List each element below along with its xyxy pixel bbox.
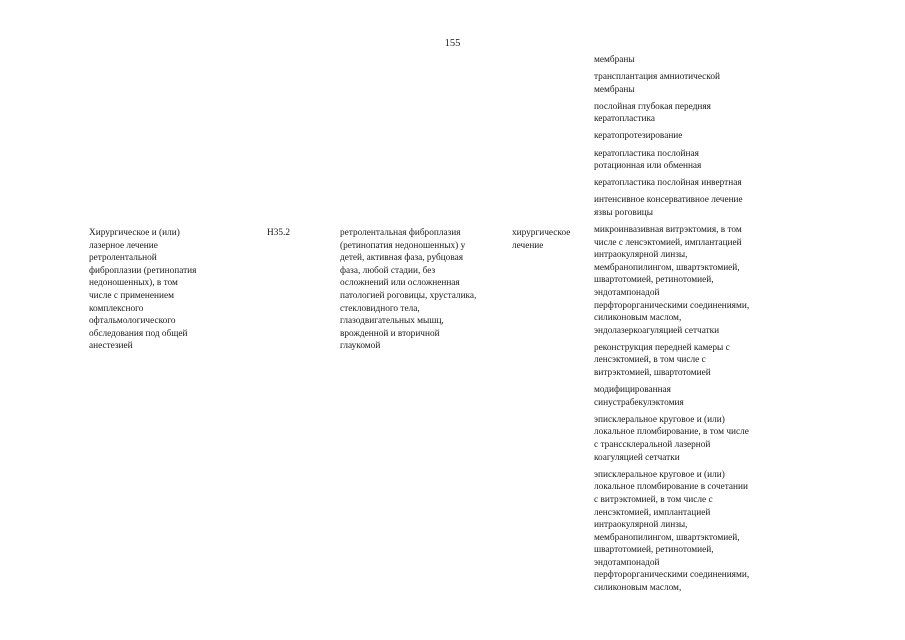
treatment-method-item: кератопластика послойная инвертная xyxy=(594,178,742,189)
treatment-method-item: мембраны xyxy=(594,55,635,65)
treatment-method-item: реконструкция передней камеры с ленсэктомией, в том числе с витрэктомией, швартотомией xyxy=(594,342,730,379)
treatment-method-item: эписклеральное круговое и (или) локальное пломбирование, в том числе с транссклеральной лазерной коагуляцией сетчатки xyxy=(594,414,749,463)
page-number: 155 xyxy=(444,38,461,49)
diagnosis-code-cell: H35.2 xyxy=(267,228,290,238)
treatment-methods-column xyxy=(594,54,794,599)
treatment-method-item: трансплантация амниотической мембраны xyxy=(594,72,720,95)
treatment-method-item: кератопластика послойная ротационная или обменная xyxy=(594,148,702,172)
treatment-method-item: кератопротезирование xyxy=(594,131,683,142)
condition-cell: Хирургическое и (или) лазерное лечение ретролентальной фиброплазии (ретинопатия недоношенных), в том числе с применением комплексного офтальмологического обследования под общей анестезией xyxy=(89,228,197,352)
treatment-method-item: эписклеральное круговое и (или) локальное пломбирование в сочетании с витрэктомией, в том числе с ленсэктомией, имплантацией интраокулярной линзы, мембранопилингом, швартэктомией, швартотомией, ретинотомией, эндотампонадой перфторорганическими соединениями, силиконовым маслом, xyxy=(594,469,750,594)
treatment-type-cell: хирургическое лечение xyxy=(512,228,571,251)
treatment-method-item: модифицированная синустрабекулэктомия xyxy=(594,385,684,408)
treatment-method-item: послойная глубокая передняя кератопластика xyxy=(594,101,711,125)
treatment-method-item: микроинвазивная витрэктомия, в том числе с ленсэктомией, имплантацией интраокулярной линзы, мембранопилингом, швартэктомией, швартотомией, ретинотомией, эндотампонадой перфторорганическими соединениями, силиконовым маслом, эндолазеркоагуляцией сетчатки xyxy=(594,225,750,336)
treatment-method-item: интенсивное консервативное лечение язвы роговицы xyxy=(594,195,743,218)
patient-model-cell: ретролентальная фиброплазия (ретинопатия недоношенных) у детей, активная фаза, рубцовая фаза, любой стадии, без осложнений или осложненная патологией роговицы, хрусталика, стекловидного тела, глазодвигательных мышц, врожденной и вторичной глаукомой xyxy=(340,228,477,352)
